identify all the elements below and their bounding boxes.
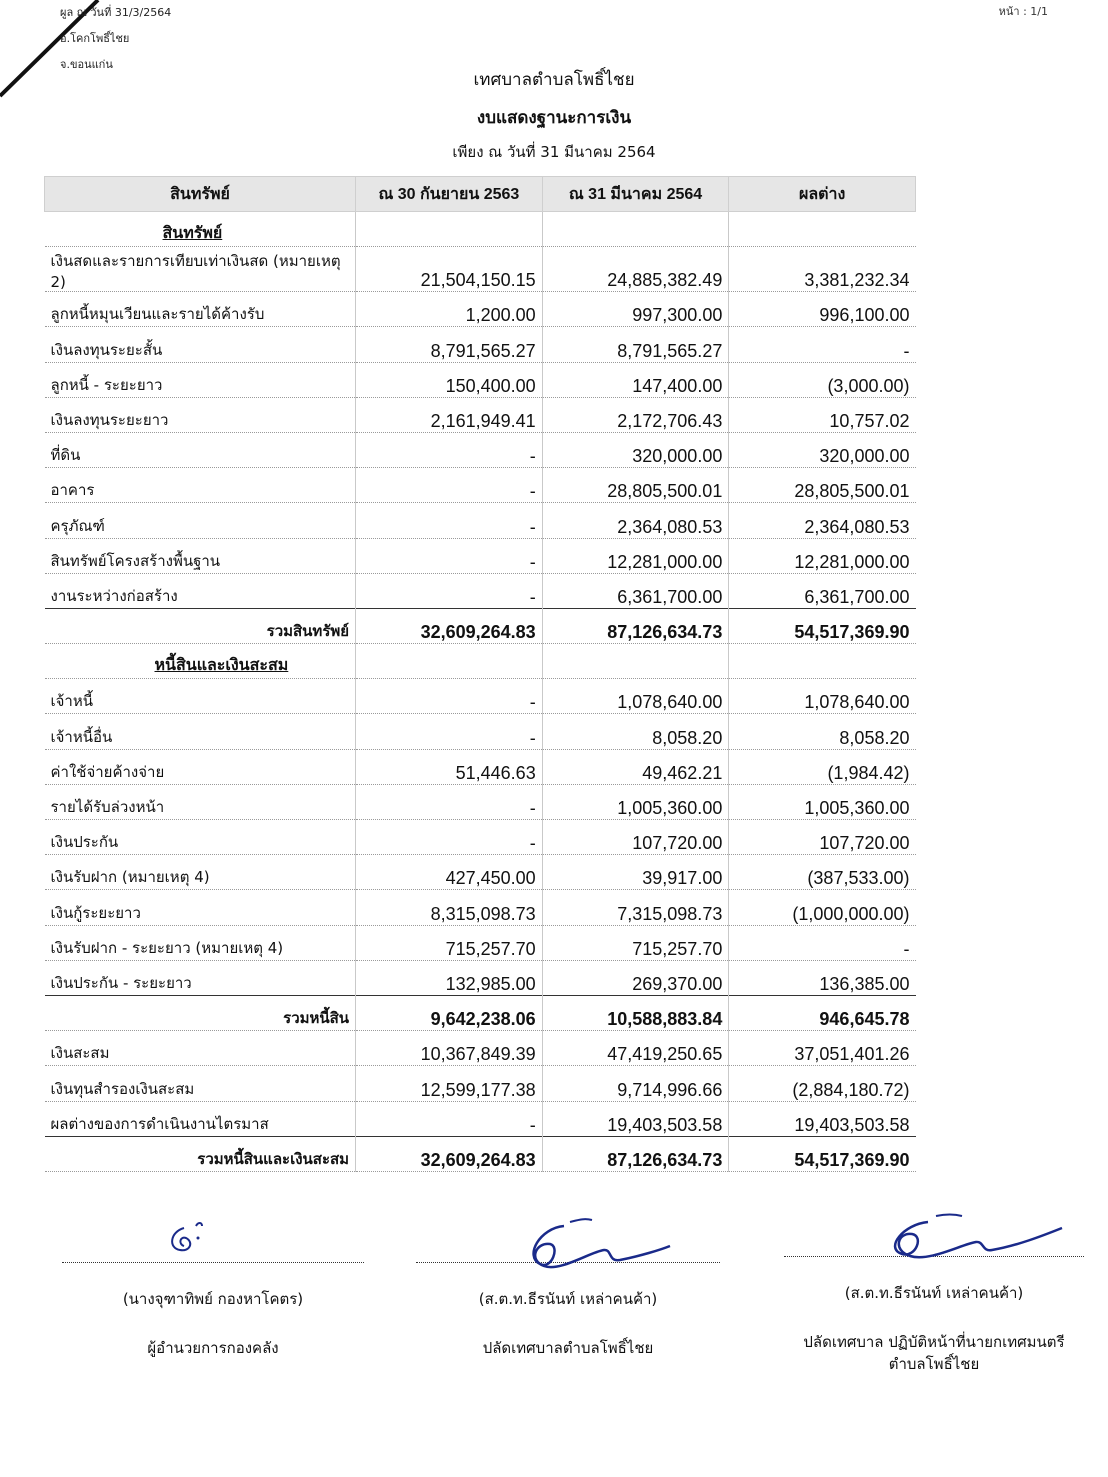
value-sep-2563: - xyxy=(356,468,543,503)
value-sep-2563: - xyxy=(356,538,543,573)
signer-name: (นางจุฑาทิพย์ กองหาโคตร) xyxy=(122,1290,304,1308)
table-row xyxy=(45,362,916,397)
row-label: ครุภัณฑ์ xyxy=(45,503,356,538)
header-difference: ผลต่าง xyxy=(729,177,916,212)
table-row xyxy=(45,925,916,960)
value-mar-2564: 12,281,000.00 xyxy=(542,538,729,573)
value-difference: 136,385.00 xyxy=(729,960,916,995)
table-row xyxy=(45,503,916,538)
value-difference: 996,100.00 xyxy=(729,292,916,327)
value-difference: 54,517,369.90 xyxy=(729,1136,916,1171)
value-sep-2563: - xyxy=(356,1101,543,1136)
value-difference: (1,000,000.00) xyxy=(729,890,916,925)
value-sep-2563: - xyxy=(356,679,543,714)
corner-line-3: จ.ขอนแก่น xyxy=(60,58,113,71)
table-row xyxy=(45,714,916,749)
total-row xyxy=(45,1136,916,1171)
signer-name: (ส.ต.ท.ธีรนันท์ เหล่าคนค้า) xyxy=(844,1284,1024,1302)
value-difference: 54,517,369.90 xyxy=(729,608,916,643)
value-difference: (3,000.00) xyxy=(729,362,916,397)
row-label: เงินกู้ระยะยาว xyxy=(45,890,356,925)
document-title: งบแสดงฐานะการเงิน xyxy=(476,108,632,128)
value-mar-2564: 49,462.21 xyxy=(542,749,729,784)
value-sep-2563: 8,315,098.73 xyxy=(356,890,543,925)
value-sep-2563: 427,450.00 xyxy=(356,855,543,890)
value-difference: 2,364,080.53 xyxy=(729,503,916,538)
section-heading-row xyxy=(45,212,916,247)
table-row xyxy=(45,679,916,714)
table-row xyxy=(45,397,916,432)
corner-line-1: ผูล ณ วันที่ 31/3/2564 xyxy=(60,6,172,19)
value-mar-2564: 107,720.00 xyxy=(542,820,729,855)
row-label: ลูกหนี้ - ระยะยาว xyxy=(45,362,356,397)
signer-position: ปลัดเทศบาลตำบลโพธิ์ไชย xyxy=(482,1339,654,1357)
section-heading: สินทรัพย์ xyxy=(45,212,356,247)
empty-cell xyxy=(729,644,916,679)
header-sep-2563: ณ 30 กันยายน 2563 xyxy=(356,177,543,212)
row-label: เงินประกัน xyxy=(45,820,356,855)
row-label: ที่ดิน xyxy=(45,432,356,467)
value-sep-2563: - xyxy=(356,714,543,749)
value-sep-2563: 32,609,264.83 xyxy=(356,608,543,643)
row-label: เงินสดและรายการเทียบเท่าเงินสด (หมายเหตุ 2) xyxy=(45,247,356,292)
value-mar-2564: 2,364,080.53 xyxy=(542,503,729,538)
empty-cell xyxy=(356,644,543,679)
value-difference: 37,051,401.26 xyxy=(729,1031,916,1066)
value-mar-2564: 320,000.00 xyxy=(542,432,729,467)
value-difference: (1,984.42) xyxy=(729,749,916,784)
value-difference: (2,884,180.72) xyxy=(729,1066,916,1101)
table-row xyxy=(45,538,916,573)
value-difference: - xyxy=(729,327,916,362)
page-number: หน้า : 1/1 xyxy=(998,5,1048,18)
row-label: เจ้าหนี้ xyxy=(45,679,356,714)
value-sep-2563: 1,200.00 xyxy=(356,292,543,327)
value-difference: 320,000.00 xyxy=(729,432,916,467)
row-label: สินทรัพย์โครงสร้างพื้นฐาน xyxy=(45,538,356,573)
value-difference: 28,805,500.01 xyxy=(729,468,916,503)
handwritten-signature-3 xyxy=(866,1210,1066,1270)
table-row xyxy=(45,247,916,292)
value-mar-2564: 1,005,360.00 xyxy=(542,784,729,819)
table-row xyxy=(45,573,916,608)
signer-position-line-2: ตำบลโพธิ์ไชย xyxy=(888,1355,980,1373)
handwritten-signature-2 xyxy=(500,1216,680,1280)
row-label: ผลต่างของการดำเนินงานไตรมาส xyxy=(45,1101,356,1136)
empty-cell xyxy=(729,212,916,247)
row-label: ลูกหนี้หมุนเวียนและรายได้ค้างรับ xyxy=(45,292,356,327)
empty-cell xyxy=(356,212,543,247)
row-label: เงินลงทุนระยะสั้น xyxy=(45,327,356,362)
table-row xyxy=(45,820,916,855)
row-label: เงินประกัน - ระยะยาว xyxy=(45,960,356,995)
empty-cell xyxy=(542,212,729,247)
row-label: เจ้าหนี้อื่น xyxy=(45,714,356,749)
row-label: อาคาร xyxy=(45,468,356,503)
value-mar-2564: 10,588,883.84 xyxy=(542,995,729,1030)
signer-position xyxy=(784,1331,1084,1375)
value-mar-2564: 28,805,500.01 xyxy=(542,468,729,503)
row-label: ค่าใช้จ่ายค้างจ่าย xyxy=(45,749,356,784)
value-difference: 3,381,232.34 xyxy=(729,247,916,292)
value-mar-2564: 87,126,634.73 xyxy=(542,608,729,643)
value-sep-2563: - xyxy=(356,432,543,467)
table-row xyxy=(45,1101,916,1136)
value-mar-2564: 1,078,640.00 xyxy=(542,679,729,714)
value-difference: 946,645.78 xyxy=(729,995,916,1030)
header-assets: สินทรัพย์ xyxy=(45,177,356,212)
value-sep-2563: 150,400.00 xyxy=(356,362,543,397)
value-difference: 1,005,360.00 xyxy=(729,784,916,819)
section-heading: หนี้สินและเงินสะสม xyxy=(45,644,356,679)
table-header-row xyxy=(45,177,916,212)
value-mar-2564: 147,400.00 xyxy=(542,362,729,397)
table-row xyxy=(45,1031,916,1066)
value-mar-2564: 715,257.70 xyxy=(542,925,729,960)
statement-date: เพียง ณ วันที่ 31 มีนาคม 2564 xyxy=(452,143,656,161)
total-label: รวมหนี้สินและเงินสะสม xyxy=(45,1136,356,1171)
row-label: เงินสะสม xyxy=(45,1031,356,1066)
value-difference: - xyxy=(729,925,916,960)
total-label: รวมสินทรัพย์ xyxy=(45,608,356,643)
value-sep-2563: - xyxy=(356,503,543,538)
total-label: รวมหนี้สิน xyxy=(45,995,356,1030)
value-sep-2563: 12,599,177.38 xyxy=(356,1066,543,1101)
value-difference: 10,757.02 xyxy=(729,397,916,432)
value-mar-2564: 8,791,565.27 xyxy=(542,327,729,362)
organization-name: เทศบาลตำบลโพธิ์ไชย xyxy=(473,70,635,90)
table-row xyxy=(45,749,916,784)
row-label: เงินรับฝาก - ระยะยาว (หมายเหตุ 4) xyxy=(45,925,356,960)
handwritten-signature-1 xyxy=(158,1218,218,1266)
value-mar-2564: 19,403,503.58 xyxy=(542,1101,729,1136)
value-mar-2564: 9,714,996.66 xyxy=(542,1066,729,1101)
value-sep-2563: 9,642,238.06 xyxy=(356,995,543,1030)
row-label: งานระหว่างก่อสร้าง xyxy=(45,573,356,608)
value-mar-2564: 47,419,250.65 xyxy=(542,1031,729,1066)
signer-name: (ส.ต.ท.ธีรนันท์ เหล่าคนค้า) xyxy=(478,1290,658,1308)
row-label: เงินทุนสำรองเงินสะสม xyxy=(45,1066,356,1101)
value-sep-2563: 715,257.70 xyxy=(356,925,543,960)
value-difference: 107,720.00 xyxy=(729,820,916,855)
total-row xyxy=(45,608,916,643)
value-sep-2563: 8,791,565.27 xyxy=(356,327,543,362)
table-body xyxy=(45,212,916,1172)
value-mar-2564: 24,885,382.49 xyxy=(542,247,729,292)
value-mar-2564: 87,126,634.73 xyxy=(542,1136,729,1171)
table-row xyxy=(45,1066,916,1101)
value-sep-2563: 21,504,150.15 xyxy=(356,247,543,292)
value-difference: 1,078,640.00 xyxy=(729,679,916,714)
value-mar-2564: 8,058.20 xyxy=(542,714,729,749)
table-row xyxy=(45,327,916,362)
row-label: เงินรับฝาก (หมายเหตุ 4) xyxy=(45,855,356,890)
value-sep-2563: - xyxy=(356,784,543,819)
value-mar-2564: 269,370.00 xyxy=(542,960,729,995)
value-sep-2563: - xyxy=(356,820,543,855)
value-difference: (387,533.00) xyxy=(729,855,916,890)
value-sep-2563: 2,161,949.41 xyxy=(356,397,543,432)
table-row xyxy=(45,468,916,503)
value-difference: 6,361,700.00 xyxy=(729,573,916,608)
value-sep-2563: 132,985.00 xyxy=(356,960,543,995)
value-mar-2564: 997,300.00 xyxy=(542,292,729,327)
table-row xyxy=(45,784,916,819)
value-difference: 8,058.20 xyxy=(729,714,916,749)
corner-line-2: อ.โคกโพธิ์ไชย xyxy=(60,32,130,45)
section-heading-row xyxy=(45,644,916,679)
value-sep-2563: - xyxy=(356,573,543,608)
signer-position: ผู้อำนวยการกองคลัง xyxy=(147,1339,279,1357)
table-row xyxy=(45,855,916,890)
value-difference: 12,281,000.00 xyxy=(729,538,916,573)
value-sep-2563: 32,609,264.83 xyxy=(356,1136,543,1171)
value-mar-2564: 39,917.00 xyxy=(542,855,729,890)
value-mar-2564: 6,361,700.00 xyxy=(542,573,729,608)
table-row xyxy=(45,292,916,327)
financial-position-table xyxy=(44,176,916,1172)
value-sep-2563: 10,367,849.39 xyxy=(356,1031,543,1066)
header-mar-2564: ณ 31 มีนาคม 2564 xyxy=(542,177,729,212)
row-label: รายได้รับล่วงหน้า xyxy=(45,784,356,819)
value-mar-2564: 2,172,706.43 xyxy=(542,397,729,432)
signer-position-line-1: ปลัดเทศบาล ปฏิบัติหน้าที่นายกเทศมนตรี xyxy=(803,1333,1065,1351)
table-row xyxy=(45,960,916,995)
value-difference: 19,403,503.58 xyxy=(729,1101,916,1136)
value-sep-2563: 51,446.63 xyxy=(356,749,543,784)
table-row xyxy=(45,890,916,925)
table-row xyxy=(45,432,916,467)
value-mar-2564: 7,315,098.73 xyxy=(542,890,729,925)
empty-cell xyxy=(542,644,729,679)
total-row xyxy=(45,995,916,1030)
row-label: เงินลงทุนระยะยาว xyxy=(45,397,356,432)
